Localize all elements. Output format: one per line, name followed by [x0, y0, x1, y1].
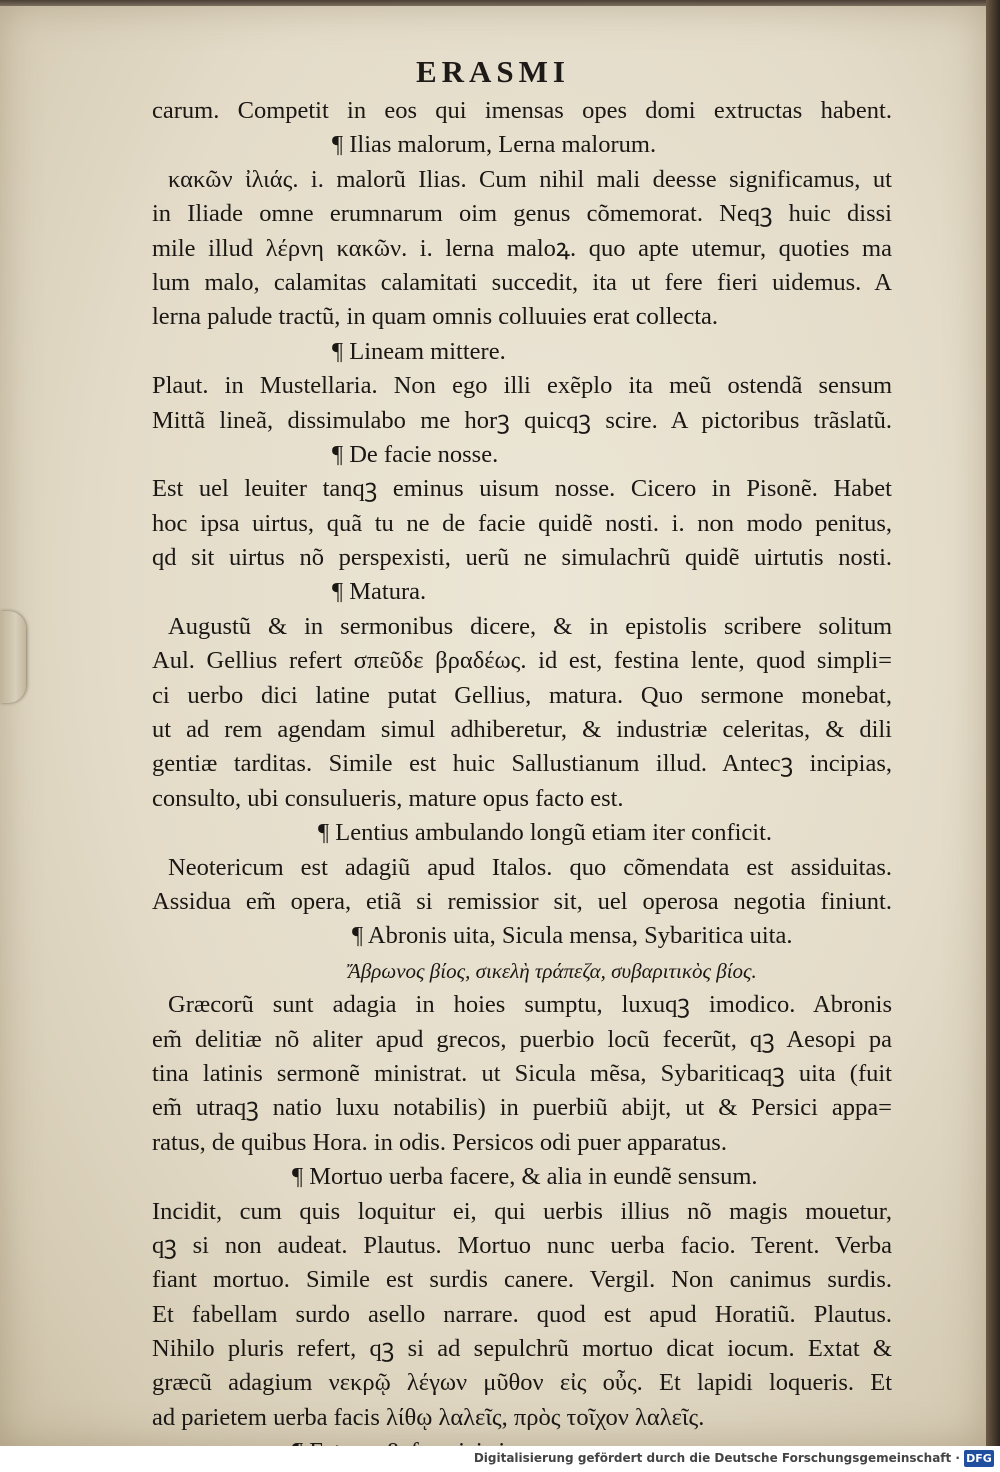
funding-notice: Digitalisierung gefördert durch die Deutsche Forschungsgemeinschaft ·	[473, 1451, 960, 1465]
text-line: κακῶν ἰλιάς. i. malorũ Ilias. Cum nihil mali deesse significamus, ut	[168, 165, 892, 193]
text-line: Mittã lineã, dissimulabo me horꝫ quicqꝫ scire. A pictoribus trãslatũ.	[152, 406, 892, 434]
adage-heading: ¶ Abronis uita, Sicula mensa, Sybaritica uita.	[352, 922, 793, 950]
text-line: Est uel leuiter tanqꝫ eminus uisum nosse. Cicero in Pisonẽ. Habet	[152, 475, 892, 503]
text-line: Et fabellam surdo asello narrare. quod est apud Horatiũ. Plautus.	[152, 1300, 892, 1328]
text-line: in Iliade omne erumnarum oim genus cõmemorat. Neqꝫ huic dissi	[152, 200, 892, 228]
text-line: Græcorũ sunt adagia in hoies sumptu, luxuqꝫ imodico. Abronis	[168, 991, 892, 1019]
text-line: consulto, ubi consulueris, mature opus facto est.	[152, 784, 624, 812]
text-line: gentiæ tarditas. Simile est huic Sallustianum illud. Antecꝫ incipias,	[152, 750, 892, 778]
text-line: Aul. Gellius refert σπεῦδε βραδέως. id est, festina lente, quod simpli=	[152, 647, 892, 675]
adage-heading: ¶ Lineam mittere.	[332, 337, 506, 365]
text-line: Plaut. in Mustellaria. Non ego illi exẽplo ita meũ ostendã sensum	[152, 372, 892, 400]
text-line: mile illud λέρνη κακῶν. i. lerna maloꝝ. quo apte utemur, quoties ma	[152, 234, 892, 262]
text-line: Nihilo pluris refert, qꝫ si ad sepulchrũ mortuo dicat iocum. Extat &	[152, 1335, 892, 1363]
text-line: Neotericum est adagiũ apud Italos. quo cõmendata est assiduitas.	[168, 853, 892, 881]
text-line: Assidua em̃ opera, etiã si remissior sit, uel operosa negotia finiunt.	[152, 887, 892, 915]
adage-heading: ¶ De facie nosse.	[332, 440, 499, 468]
text-line: tina latinis sermonẽ ministrat. ut Sicula mẽsa, Sybariticaqꝫ uita (fuit	[152, 1059, 892, 1087]
adage-heading: ¶ Mortuo uerba facere, & alia in eundẽ sensum.	[292, 1163, 758, 1191]
text-line: lum malo, calamitas calamitati succedit, ita ut fere fieri uidemus. A	[152, 268, 892, 296]
adage-heading: ¶ Lentius ambulando longũ etiam iter conficit.	[318, 819, 773, 847]
text-line: ad parietem uerba facis λίθῳ λαλεῖς, πρὸς τοῖχον λαλεῖς.	[152, 1403, 705, 1431]
text-line: em̃ delitiæ nõ aliter apud grecos, puerbio locũ fecerũt, qꝫ Aesopi pa	[152, 1025, 892, 1053]
running-head: ERASMI	[415, 54, 570, 89]
adage-heading: ¶ Ilias malorum, Lerna malorum.	[332, 131, 657, 159]
text-line: lerna palude tractũ, in quam omnis colluuies erat collecta.	[152, 303, 719, 331]
text-line: carum. Competit in eos qui imensas opes domi extructas habent.	[152, 97, 892, 124]
text-line: Augustũ & in sermonibus dicere, & in epistolis scribere solitum	[168, 612, 892, 640]
text-line: qꝫ si non audeat. Plautus. Mortuo nunc uerba facio. Terent. Verba	[152, 1231, 892, 1259]
digitization-footer	[0, 1446, 1000, 1472]
page-text	[152, 94, 892, 1470]
adage-heading: ¶ Matura.	[332, 578, 427, 606]
text-line: ratus, de quibus Hora. in odis. Persicos odi puer apparatus.	[152, 1128, 727, 1156]
text-line: ci uerbo dici latine putat Gellius, matura. Quo sermone monebat,	[152, 681, 892, 709]
text-line: qd sit uirtus nõ perspexisti, uerũ ne simulachrũ quidẽ uirtutis nosti.	[152, 544, 892, 572]
book-spine-edge	[986, 0, 1000, 1472]
greek-line: Ἄβρωνος βίος, σικελὴ τράπεζα, συβαριτικὸς βίος.	[348, 958, 757, 983]
text-line: Incidit, cum quis loquitur ei, qui uerbis illius nõ magis mouetur,	[152, 1197, 892, 1225]
text-line: ut ad rem agendam simul adhiberetur, & industriæ celeritas, & dili	[152, 716, 892, 744]
text-line: em̃ utraqꝫ natio luxu notabilis) in puerbiũ abijt, ut & Persici appa=	[152, 1094, 892, 1122]
dfg-logo: DFG	[964, 1450, 994, 1467]
book-page	[0, 6, 986, 1446]
text-line: græcũ adagium νεκρῷ λέγων μῦθον εἰς οὖς. Et lapidi loqueris. Et	[152, 1369, 892, 1397]
binding-clasp	[0, 611, 26, 703]
text-line: hoc ipsa uirtus, quã tu ne de facie quidẽ nosti. i. non modo penitus,	[152, 509, 892, 537]
text-line: fiant mortuo. Simile est surdis canere. Vergil. Non canimus surdis.	[152, 1266, 892, 1294]
